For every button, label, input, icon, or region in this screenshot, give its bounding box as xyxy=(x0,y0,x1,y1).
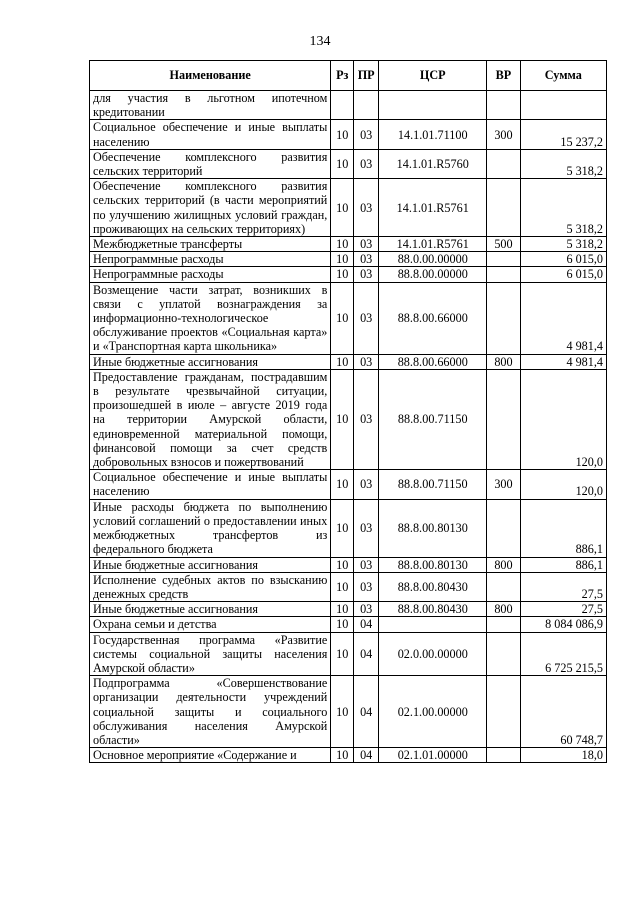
cell-csr: 14.1.01.R5761 xyxy=(379,237,487,252)
cell-vr xyxy=(487,632,520,676)
cell-sum: 120,0 xyxy=(520,470,606,499)
table-row xyxy=(90,91,607,120)
cell-name: Предоставление гражданам, пострадавшим в результате чрезвычайной ситуации, произошедшей в июле – августе 2019 года на территории Амурской области, единовременной материальной помощи, финансовой помощи за счет средств добровольных взносов и пожертвований xyxy=(90,369,331,469)
cell-sum: 886,1 xyxy=(520,499,606,557)
table-row xyxy=(90,369,607,469)
header-sum: Сумма xyxy=(520,61,606,91)
table-row xyxy=(90,676,607,748)
cell-name: Основное мероприятие «Содержание и xyxy=(90,748,331,763)
cell-vr xyxy=(487,179,520,237)
cell-sum: 886,1 xyxy=(520,557,606,572)
cell-name: Непрограммные расходы xyxy=(90,267,331,282)
header-pr: ПР xyxy=(354,61,379,91)
cell-rz: 10 xyxy=(331,149,354,178)
cell-pr: 03 xyxy=(354,572,379,601)
table-row xyxy=(90,237,607,252)
cell-pr: 04 xyxy=(354,617,379,632)
cell-csr: 88.8.00.80130 xyxy=(379,499,487,557)
cell-csr: 88.8.00.66000 xyxy=(379,354,487,369)
cell-vr xyxy=(487,149,520,178)
cell-name: Межбюджетные трансферты xyxy=(90,237,331,252)
cell-rz: 10 xyxy=(331,572,354,601)
cell-pr xyxy=(354,91,379,120)
cell-rz: 10 xyxy=(331,282,354,354)
cell-sum: 4 981,4 xyxy=(520,282,606,354)
cell-pr: 03 xyxy=(354,499,379,557)
cell-csr: 88.8.00.80130 xyxy=(379,557,487,572)
cell-pr: 03 xyxy=(354,149,379,178)
table-row xyxy=(90,149,607,178)
cell-pr: 04 xyxy=(354,676,379,748)
cell-name: Иные расходы бюджета по выполнению условий соглашений о предоставлении иных межбюджетных трансфертов из федерального бюджета xyxy=(90,499,331,557)
cell-vr xyxy=(487,676,520,748)
cell-name: Социальное обеспечение и иные выплаты населению xyxy=(90,120,331,149)
cell-pr: 03 xyxy=(354,354,379,369)
cell-csr: 14.1.01.71100 xyxy=(379,120,487,149)
header-vr: ВР xyxy=(487,61,520,91)
cell-pr: 04 xyxy=(354,748,379,763)
cell-csr: 88.8.00.00000 xyxy=(379,267,487,282)
cell-csr: 02.1.01.00000 xyxy=(379,748,487,763)
budget-table xyxy=(89,60,607,763)
cell-name: Возмещение части затрат, возникших в связи с уплатой вознаграждения за информационно-технологическое обслуживание проектов «Социальная карта» и «Транспортная карта школьника» xyxy=(90,282,331,354)
cell-sum: 5 318,2 xyxy=(520,149,606,178)
cell-sum: 5 318,2 xyxy=(520,237,606,252)
cell-csr: 88.8.00.71150 xyxy=(379,369,487,469)
cell-rz: 10 xyxy=(331,369,354,469)
cell-pr: 03 xyxy=(354,470,379,499)
cell-csr: 88.8.00.66000 xyxy=(379,282,487,354)
cell-sum: 15 237,2 xyxy=(520,120,606,149)
cell-name: Государственная программа «Развитие системы социальной защиты населения Амурской области» xyxy=(90,632,331,676)
cell-pr: 03 xyxy=(354,179,379,237)
cell-sum: 27,5 xyxy=(520,572,606,601)
table-row xyxy=(90,267,607,282)
table-row xyxy=(90,499,607,557)
cell-csr: 88.8.00.71150 xyxy=(379,470,487,499)
cell-pr: 04 xyxy=(354,632,379,676)
cell-sum: 8 084 086,9 xyxy=(520,617,606,632)
cell-csr: 88.0.00.00000 xyxy=(379,252,487,267)
cell-vr xyxy=(487,617,520,632)
cell-pr: 03 xyxy=(354,282,379,354)
table-row xyxy=(90,282,607,354)
cell-name: Непрограммные расходы xyxy=(90,252,331,267)
cell-vr: 800 xyxy=(487,354,520,369)
header-rz: Рз xyxy=(331,61,354,91)
cell-vr: 500 xyxy=(487,237,520,252)
cell-sum: 6 015,0 xyxy=(520,252,606,267)
table-row xyxy=(90,748,607,763)
cell-rz: 10 xyxy=(331,179,354,237)
table-row xyxy=(90,470,607,499)
cell-csr: 02.0.00.00000 xyxy=(379,632,487,676)
cell-rz: 10 xyxy=(331,557,354,572)
cell-rz: 10 xyxy=(331,676,354,748)
table-row xyxy=(90,617,607,632)
table-row xyxy=(90,632,607,676)
cell-name: Обеспечение комплексного развития сельских территорий (в части мероприятий по улучшению жилищных условий граждан, проживающих на сельских территориях) xyxy=(90,179,331,237)
cell-name: Иные бюджетные ассигнования xyxy=(90,354,331,369)
cell-name: Иные бюджетные ассигнования xyxy=(90,557,331,572)
cell-sum: 6 015,0 xyxy=(520,267,606,282)
table-body xyxy=(90,91,607,763)
cell-vr xyxy=(487,267,520,282)
cell-pr: 03 xyxy=(354,267,379,282)
cell-csr: 14.1.01.R5760 xyxy=(379,149,487,178)
cell-name: для участия в льготном ипотечном кредитовании xyxy=(90,91,331,120)
header-name: Наименование xyxy=(90,61,331,91)
cell-vr xyxy=(487,91,520,120)
cell-vr xyxy=(487,369,520,469)
table-row xyxy=(90,252,607,267)
table-row xyxy=(90,557,607,572)
cell-sum: 4 981,4 xyxy=(520,354,606,369)
cell-csr: 02.1.00.00000 xyxy=(379,676,487,748)
cell-name: Исполнение судебных актов по взысканию денежных средств xyxy=(90,572,331,601)
cell-name: Подпрограмма «Совершенствование организации деятельности учреждений социальной защиты и социального обслуживания населения Амурской области» xyxy=(90,676,331,748)
cell-vr xyxy=(487,282,520,354)
cell-csr: 88.8.00.80430 xyxy=(379,572,487,601)
cell-sum: 5 318,2 xyxy=(520,179,606,237)
cell-sum: 18,0 xyxy=(520,748,606,763)
cell-rz: 10 xyxy=(331,748,354,763)
cell-pr: 03 xyxy=(354,557,379,572)
cell-sum: 27,5 xyxy=(520,602,606,617)
cell-vr xyxy=(487,748,520,763)
table-row xyxy=(90,179,607,237)
cell-pr: 03 xyxy=(354,252,379,267)
cell-rz xyxy=(331,91,354,120)
cell-name: Обеспечение комплексного развития сельских территорий xyxy=(90,149,331,178)
cell-csr xyxy=(379,91,487,120)
table-row xyxy=(90,120,607,149)
table-row xyxy=(90,572,607,601)
cell-rz: 10 xyxy=(331,354,354,369)
cell-rz: 10 xyxy=(331,267,354,282)
cell-pr: 03 xyxy=(354,369,379,469)
cell-pr: 03 xyxy=(354,237,379,252)
cell-vr: 300 xyxy=(487,470,520,499)
cell-name: Охрана семьи и детства xyxy=(90,617,331,632)
cell-sum: 6 725 215,5 xyxy=(520,632,606,676)
cell-rz: 10 xyxy=(331,602,354,617)
cell-vr xyxy=(487,572,520,601)
cell-vr: 300 xyxy=(487,120,520,149)
cell-vr xyxy=(487,252,520,267)
cell-rz: 10 xyxy=(331,617,354,632)
cell-rz: 10 xyxy=(331,120,354,149)
cell-csr: 88.8.00.80430 xyxy=(379,602,487,617)
cell-rz: 10 xyxy=(331,252,354,267)
cell-pr: 03 xyxy=(354,602,379,617)
cell-pr: 03 xyxy=(354,120,379,149)
cell-vr xyxy=(487,499,520,557)
table-header-row xyxy=(90,61,607,91)
cell-sum: 120,0 xyxy=(520,369,606,469)
page-number: 134 xyxy=(309,34,331,49)
cell-rz: 10 xyxy=(331,470,354,499)
table-row xyxy=(90,354,607,369)
cell-csr: 14.1.01.R5761 xyxy=(379,179,487,237)
table-row xyxy=(90,602,607,617)
cell-rz: 10 xyxy=(331,499,354,557)
header-csr: ЦСР xyxy=(379,61,487,91)
cell-sum xyxy=(520,91,606,120)
cell-name: Социальное обеспечение и иные выплаты населению xyxy=(90,470,331,499)
cell-name: Иные бюджетные ассигнования xyxy=(90,602,331,617)
cell-csr xyxy=(379,617,487,632)
cell-vr: 800 xyxy=(487,602,520,617)
cell-rz: 10 xyxy=(331,237,354,252)
cell-vr: 800 xyxy=(487,557,520,572)
cell-sum: 60 748,7 xyxy=(520,676,606,748)
cell-rz: 10 xyxy=(331,632,354,676)
